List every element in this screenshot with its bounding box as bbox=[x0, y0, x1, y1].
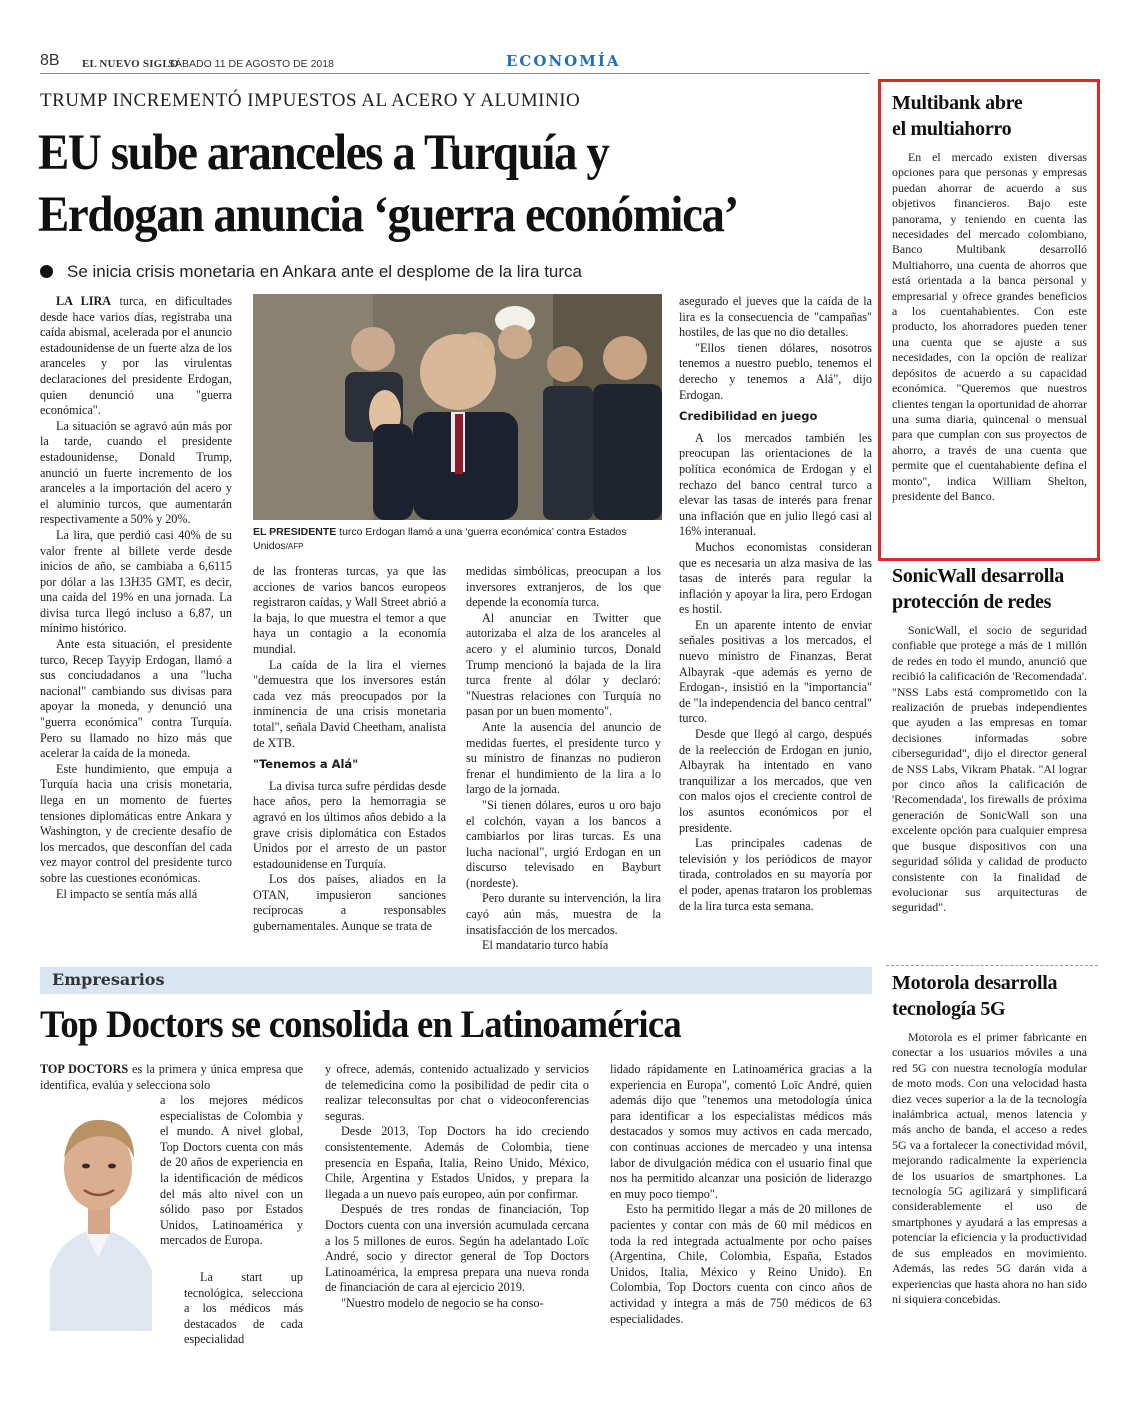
multibank-body bbox=[892, 150, 1087, 504]
headline-line-2: Erdogan anuncia ‘guerra económica’ bbox=[38, 187, 738, 243]
second-wrap-text: a los mejores médicos especialistas de Colombia y el mundo. A nivel global, Top Doctors cuenta con más de 20 años de experiencia en la identificación de médicos del más alto nivel con un sólido paso por Estados Unidos, Latinoamérica y mercados de Europa. bbox=[160, 1093, 303, 1248]
paragraph-text: Ante la ausencia del anuncio de medidas fuertes, el presidente turco y su ministro de finanzas no pudieron frenar el hundimiento de la lira a lo largo de la jornada. bbox=[466, 719, 661, 797]
paragraph-text: Esto ha permitido llegar a más de 20 millones de pacientes y contar con más de 60 mil médicos en toda la red integrada actualmente por ocho países (Argentina, Chile, Colombia, España, Estados Unidos, Italia, México y Reino Unido). En Colombia, Top Doctors cuenta con cinco años de actividad y integra a más de 750 médicos de 63 especialidades. bbox=[610, 1202, 872, 1326]
multibank-title bbox=[892, 90, 1087, 142]
paragraph-text: El impacto se sentía más allá bbox=[56, 886, 198, 901]
paragraph bbox=[466, 720, 661, 798]
paragraph bbox=[679, 727, 872, 836]
issue-date: SÁBADO 11 DE AGOSTO DE 2018 bbox=[168, 58, 334, 70]
paragraph-text: La divisa turca sufre pérdidas desde hace años, pero la hemorragia se agravó en los últimos años debido a la grave crisis diplomática con Estados Unidos por el arresto de un pastor estadounidense en Turquía. bbox=[253, 778, 446, 871]
sidebar-story-sonicwall bbox=[892, 563, 1087, 916]
paragraph bbox=[40, 762, 232, 887]
paragraph-lead: LA LIRA bbox=[56, 294, 112, 308]
paragraph-text: Ante esta situación, el presidente turco, Recep Tayyip Erdogan, llamó a sus conciudadanos a una "lucha nacional" cambiando sus divisas para apoyar la moneda, y denunció una "guerra económica" contra Turquía. Pero su llamado no hizo más que acelerar la caída de la moneda. bbox=[40, 637, 232, 761]
paragraph bbox=[40, 887, 232, 903]
paragraph bbox=[253, 872, 446, 934]
paragraph-text: Muchos economistas consideran que es necesaria un alza masiva de las tasas de interés para regular la inflación y apoyar la lira, pero Erdogan es hostil. bbox=[679, 539, 872, 617]
second-headline: Top Doctors se consolida en Latinoamérica bbox=[40, 1003, 681, 1046]
paragraph bbox=[466, 564, 661, 611]
header-rule bbox=[40, 73, 870, 74]
second-column-1-top bbox=[40, 1062, 303, 1093]
newspaper-name: EL NUEVO SIGLO bbox=[82, 58, 179, 70]
paragraph bbox=[679, 431, 872, 540]
paragraph-text: Después de tres rondas de financiación, Top Doctors cuenta con una inversión acumulada cercana a los 5 millones de euros. Según ha adelantado Loïc André, socio y director general de Top Doctors Latinoamérica, la empresa prepara una nueva ronda de financiación de cara al ejercicio 2019. bbox=[325, 1202, 589, 1295]
second-lead: TOP DOCTORS bbox=[40, 1062, 129, 1076]
sidebar-divider bbox=[886, 965, 1098, 966]
paragraph-text: Las principales cadenas de televisión y los periódicos de mayor tirada, controlados en su mayoría por el poder, apenas trataron los problemas de la lira turca esta semana. bbox=[679, 836, 872, 913]
motorola-title bbox=[892, 970, 1087, 1022]
multibank-text: En el mercado existen diversas opciones para que personas y empresas puedan ahorrar de acuerdo a sus objetivos financieros. Bajo este panorama, y teniendo en cuenta las necesidades del mercado colombiano, Banco Multibank desarrolló Multiahorro, una cuenta de ahorros que está orientada a la banca personal y empresarial y ofrece grandes beneficios a los cuentahabientes. Con este producto, los ahorradores pueden tener una cuenta que se ajuste a sus necesidades, con la opción de realizar depósitos de acuerdo a su capacidad económica. "Queremos que nuestros clientes tengan la oportunidad de ahorrar una suma diaria, quincenal o mensual para que cumplan con sus proyectos de ahorro, a través de una cuenta que permite que el cuentahabiente defina el monto", indica William Shelton, presidente del Banco. bbox=[892, 150, 1087, 503]
paragraph bbox=[466, 611, 661, 720]
caption-lead: EL PRESIDENTE bbox=[253, 526, 337, 538]
paragraph-text: medidas simbólicas, preocupan a los inversores extranjeros, de los que depende la economía turca. bbox=[466, 564, 661, 610]
paragraph bbox=[40, 419, 232, 528]
multibank-title-line-2: el multiahorro bbox=[892, 118, 1012, 140]
paragraph bbox=[253, 564, 446, 658]
paragraph-text: La lira, que perdió casi 40% de su valor frente al billete verde desde inicios de año, se cambiaba a 6,6115 por dólar a las 13H35 GMT, es decir, una caída del 19% en una jornada. La divisa turca llegó incluso a 6,87, un mínimo histórico. bbox=[40, 527, 232, 636]
article-column-3 bbox=[466, 564, 661, 954]
motorola-title-line-2: tecnología 5G bbox=[892, 998, 1006, 1020]
sonicwall-title-line-2: protección de redes bbox=[892, 591, 1052, 613]
paragraph-text: turca, en dificultades desde hace varios días, registraba una caída abismal, acelerada por el anuncio estadounidense de un fuerte alza de los aranceles y por las virulentas declaraciones del presidente Erdogan, quien denunció una "guerra económica". bbox=[40, 294, 232, 418]
second-column-1-wrap bbox=[160, 1093, 303, 1249]
paragraph bbox=[325, 1124, 589, 1202]
paragraph-text: La caída de la lira el viernes "demuestra que los inversores están cada vez más preocupados por la inminencia de una crisis monetaria total", señala David Cheetham, analista de XTB. bbox=[253, 657, 446, 750]
article-headline bbox=[38, 122, 811, 246]
photo-caption bbox=[253, 525, 663, 554]
caption-credit: /AFP bbox=[285, 542, 304, 551]
paragraph-text: "Ellos tienen dólares, nosotros tenemos a nuestro pueblo, tenemos el derecho y tenemos a Alá", dijo Erdogan. bbox=[679, 340, 872, 402]
headline-line-1: EU sube aranceles a Turquía y bbox=[38, 125, 609, 181]
motorola-title-line-1: Motorola desarrolla bbox=[892, 972, 1058, 994]
paragraph bbox=[466, 891, 661, 938]
paragraph-text: de las fronteras turcas, ya que las acciones de varios bancos europeos registraron caídas, y Wall Street abrió a la baja, lo que muestra el temor a que haya un contagio a la economía mundial. bbox=[253, 564, 446, 656]
sidebar-story-motorola bbox=[892, 970, 1087, 1307]
article-kicker: TRUMP INCREMENTÓ IMPUESTOS AL ACERO Y ALUMINIO bbox=[40, 90, 581, 111]
paragraph-text: A los mercados también les preocupan las orientaciones de la política económica de Erdogan y el rechazo del banco central turco a elevar las tasas de interés para frenar una inflación que en julio llegó casi al 16% interanual. bbox=[679, 430, 872, 539]
subheading: "Tenemos a Alá" bbox=[253, 757, 359, 772]
paragraph-text: En un aparente intento de enviar señales positivas a los mercados, el nuevo ministro de Finanzas, Berat Albayrak -que además es yerno de Erdogan-, insistió en la "importancia" de "la independencia del banco central" turco. bbox=[679, 617, 873, 726]
paragraph-text: Desde 2013, Top Doctors ha ido creciendo consistentemente. Además de Colombia, tiene presencia en España, Italia, Reino Unido, México, Chile, Argentina y Estados Unidos, y prepara la llegada a un nuevo país europeo, aún por confirmar. bbox=[325, 1124, 589, 1201]
second-column-1-wrap2 bbox=[184, 1270, 303, 1348]
article-column-4 bbox=[679, 294, 872, 914]
paragraph bbox=[40, 637, 232, 762]
paragraph-text: "Si tienen dólares, euros u oro bajo el colchón, vayan a los bancos a cambiarlos por liras turcas. Es una lucha nacional", urgió Erdogan en un discurso televisado en Bayburt (nordeste). bbox=[466, 797, 661, 890]
paragraph bbox=[679, 341, 872, 403]
sonicwall-body bbox=[892, 623, 1087, 916]
second-column-2 bbox=[325, 1062, 589, 1312]
section-label: Empresarios bbox=[52, 970, 165, 989]
paragraph-text: Desde que llegó al cargo, después de la reelección de Erdogan en junio, Albayrak ha intentado en vano tranquilizar a los mercados, que ven con malos ojos el creciente control de los asuntos económicos por el presidente. bbox=[679, 727, 872, 835]
sidebar-story-multibank bbox=[892, 90, 1087, 504]
caption-text: turco Erdogan llamó a una ‘guerra económica’ contra Estados Unidos bbox=[253, 526, 627, 552]
paragraph bbox=[679, 294, 872, 341]
paragraph-text: Los dos países, aliados en la OTAN, impusieron sanciones recíprocas a responsables gubernamentales. Aunque se trata de bbox=[253, 872, 446, 934]
paragraph-text: lidado rápidamente en Latinoamérica gracias a la experiencia en Europa", comentó Loïc André, quien además dijo que "tenemos una metodología única para identificar a los especialistas médicos más destacados y somos muy activos en cada mercado, con continuas acciones de mercadeo y una intensa labor de divulgación médica con el usuario final que nos ha permitido alcanzar una posición de liderazgo en muy poco tiempo". bbox=[610, 1062, 872, 1201]
article-column-1 bbox=[40, 294, 232, 902]
second-wrap-text-2: La start up tecnológica, selecciona a los médicos más destacados de cada especialidad bbox=[184, 1270, 303, 1347]
page-number: 8B bbox=[40, 52, 60, 69]
second-first-text: es la primera y única empresa que identifica, evalúa y selecciona solo bbox=[40, 1062, 303, 1092]
sonicwall-text: SonicWall, el socio de seguridad confiable que protege a más de 1 millón de redes en todo el mundo, anunció que recibió la calificación de 'Recomendada'. "NSS Labs está comprometido con la realización de pruebas independientes que ayuden a las empresas en tomar decisiones informadas sobre ciberseguridad", dijo el director general de NSS Labs, Vikram Phatak. "Al lograr por cinco años la calificación de 'Recomendada', los firewalls de próxima generación de SonicWall son una excelente opción para cualquier empresa que busque dispositivos con una seguridad sólida y calidad de producto consistente con la finalidad de evolucionar sus arquitecturas de seguridad". bbox=[892, 623, 1087, 915]
paragraph bbox=[325, 1296, 589, 1312]
paragraph bbox=[466, 938, 661, 954]
paragraph bbox=[679, 618, 872, 727]
paragraph-text: y ofrece, además, contenido actualizado y servicios de telemedicina como la posibilidad de pedir cita o realizar teleconsultas por chat o videoconferencias seguras. bbox=[325, 1062, 589, 1123]
deck-text: Se inicia crisis monetaria en Ankara ante el desplome de la lira turca bbox=[67, 262, 582, 281]
section-band bbox=[40, 967, 872, 994]
paragraph-text: asegurado el jueves que la caída de la lira es la consecuencia de "campañas" hostiles, de las que no dio detalles. bbox=[679, 294, 872, 340]
paragraph bbox=[253, 779, 446, 873]
paragraph-text: Este hundimiento, que empuja a Turquía hacia una crisis monetaria, llega en un momento de fuertes tensiones diplomáticas entre Ankara y Washington, y de creciente desafío de los mercados, que desconfían del cada vez mayor control del presidente turco sobre las cuestiones económicas. bbox=[40, 761, 232, 885]
subheading: Credibilidad en juego bbox=[679, 409, 818, 424]
article-column-2 bbox=[253, 564, 446, 935]
multibank-title-line-1: Multibank abre bbox=[892, 92, 1023, 114]
erdogan-photo bbox=[253, 294, 662, 520]
sonicwall-title-line-1: SonicWall desarrolla bbox=[892, 565, 1064, 587]
paragraph-text: Al anunciar en Twitter que autorizaba el alza de los aranceles al acero y el aluminio turcos, Donald Trump mencionó la bajada de la lira turca frente al dólar y declaró: "Nuestras relaciones con Turquía no pasan por un buen momento". bbox=[466, 610, 661, 719]
paragraph bbox=[610, 1062, 872, 1202]
sonicwall-title bbox=[892, 563, 1087, 615]
paragraph-text: "Nuestro modelo de negocio se ha conso- bbox=[341, 1295, 544, 1310]
paragraph-text: La situación se agravó aún más por la tarde, cuando el presidente estadounidense, Donald Trump, anunció un fuerte incremento de los aranceles a la importación del acero y el aluminio turcos, que aumentarán respectivamente a 50% y 20%. bbox=[40, 418, 232, 527]
paragraph bbox=[40, 294, 232, 419]
article-deck bbox=[40, 262, 582, 282]
paragraph-text: El mandatario turco había bbox=[482, 938, 609, 953]
section-name: ECONOMÍA bbox=[506, 52, 621, 70]
motorola-body bbox=[892, 1030, 1087, 1307]
paragraph-text: Pero durante su intervención, la lira cayó aún más, muestra de la insatisfacción de los mercados. bbox=[466, 891, 661, 937]
top-doctors-portrait bbox=[40, 1096, 158, 1331]
paragraph bbox=[253, 658, 446, 752]
paragraph bbox=[325, 1202, 589, 1296]
paragraph bbox=[679, 540, 872, 618]
motorola-text: Motorola es el primer fabricante en conectar a los usuarios móviles a una red 5G con nuestra tecnología modular de moto mods. Con una velocidad hasta diez veces superior a la de la tecnología inalámbrica actual, menos latencia y más ancho de banda, el acceso a redes 5G va a fortalecer la conectividad móvil, mejorando radicalmente la experiencia de los usuarios de smartphones. La tecnología 5G agilizará y simplificará considerablemente el uso de smartphones y ayudará a las empresas a potenciar la eficiencia y la productividad de sus empleados en movimiento. Además, las redes 5G darán vida a experiencias que hasta ahora no han sido ni siquiera concebidas. bbox=[892, 1030, 1087, 1306]
paragraph bbox=[610, 1202, 872, 1327]
second-column-3 bbox=[610, 1062, 872, 1327]
portrait-illustration bbox=[40, 1096, 158, 1331]
paragraph bbox=[325, 1062, 589, 1124]
paragraph bbox=[679, 836, 872, 914]
deck-bullet-icon bbox=[40, 265, 53, 278]
erdogan-photo-illustration bbox=[253, 294, 662, 520]
paragraph bbox=[40, 528, 232, 637]
paragraph bbox=[466, 798, 661, 892]
